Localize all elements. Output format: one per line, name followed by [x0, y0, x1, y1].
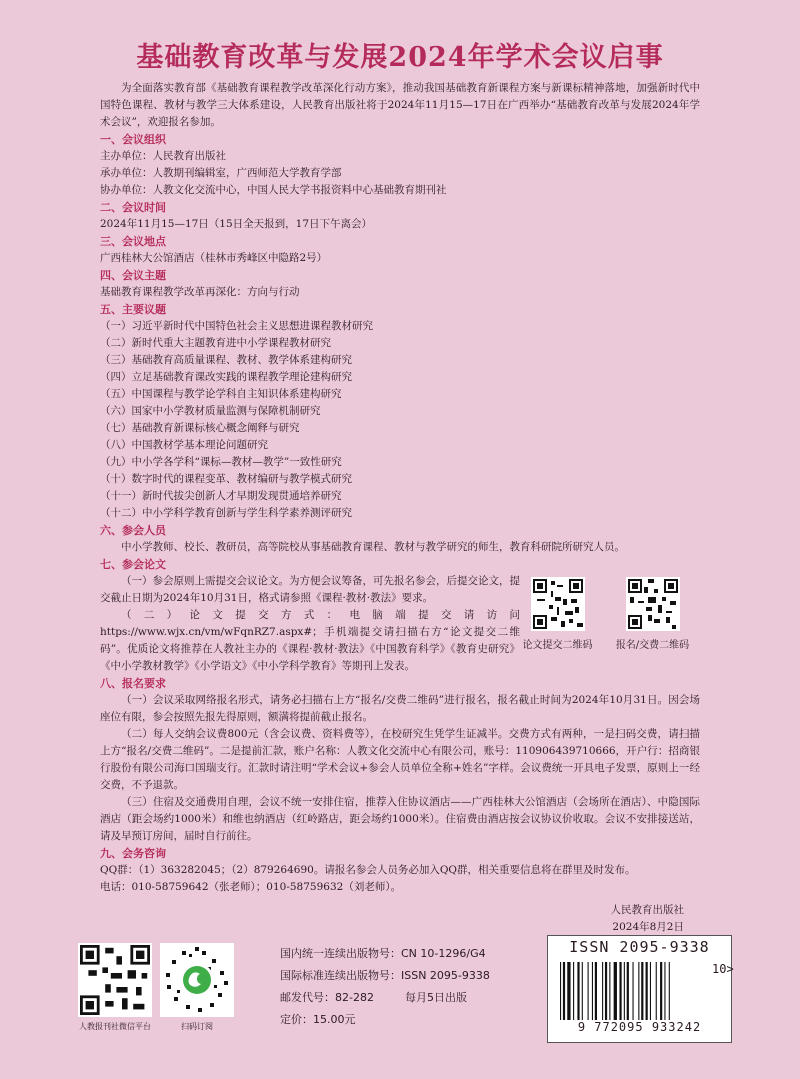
topic-item: （十一）新时代拔尖创新人才早期发现贯通培养研究	[100, 490, 342, 502]
barcode-bar	[624, 962, 625, 1020]
section-heading: 八、报名要求	[100, 677, 166, 690]
wechat-qr-cell	[70, 943, 160, 1032]
issn-barcode	[547, 935, 732, 1043]
qr-code-row	[510, 577, 700, 654]
barcode-bar	[619, 962, 621, 1020]
barcode-bar	[641, 962, 643, 1020]
organizer-line: 承办单位：人教期刊编辑室，广西师范大学教育学部	[100, 167, 342, 179]
paper-submit-qr-code[interactable]	[531, 577, 585, 631]
barcode-bar	[609, 962, 610, 1020]
barcode-bar	[646, 962, 648, 1020]
qr-pattern-icon	[533, 579, 583, 629]
barcode-bar	[660, 962, 662, 1020]
barcode-bar	[627, 962, 629, 1020]
qq-group-text: QQ群：（1）363282045；（2）879264690。请报名参会人员务必加入QQ群，相关重要信息将在群里及时发布。	[100, 864, 636, 876]
coorganizer-line: 协办单位：人教文化交流中心，中国人民大学书报资料中心基础教育期刊社	[100, 184, 447, 196]
paper-block	[100, 573, 700, 675]
topic-item: （四）立足基础教育课改实践的课程教学理论建构研究	[100, 371, 352, 383]
barcode-bar	[563, 962, 565, 1020]
page-title: 基础教育改革与发展2024年学术会议启事	[136, 42, 664, 73]
issn-number: 国际标准连续出版物号：ISSN 2095-9338	[280, 969, 490, 982]
footer	[0, 935, 800, 1079]
topic-item: （一）习近平新时代中国特色社会主义思想进课程教材研究	[100, 320, 373, 332]
publication-info	[280, 943, 490, 1031]
barcode-bar	[595, 962, 597, 1020]
topic-item: （二）新时代重大主题教育进中小学课程教材研究	[100, 337, 331, 349]
signup-payment-qr-code[interactable]	[626, 577, 680, 631]
barcode-bar	[567, 962, 570, 1020]
wechat-qr-label: 人教报刊社微信平台	[79, 1022, 151, 1031]
signup-paragraph-2: （二）每人交纳会议费800元（含会议费、资料费等），在校研究生凭学生证减半。交费方式有两种，一是扫码交费，请扫描上方“报名/交费二维码”。二是提前汇款，账户名称：人教文化交流中心有限公司，账号：110906439710666，开户行：招商银行股份有限公司海口国瑞支行。汇款时请注明“学术会议+参会人员单位全称+姓名”字样。会议费统一开具电子发票，原则上一经交费，不予退款。	[100, 728, 700, 791]
section-heading: 四、会议主题	[100, 269, 166, 282]
barcode-bar	[602, 962, 603, 1020]
barcode-bar	[650, 962, 651, 1020]
signoff-date: 2024年8月2日	[612, 921, 684, 933]
postal-and-frequency	[280, 987, 490, 1009]
wechat-platform-qr-code[interactable]	[78, 943, 152, 1017]
phone-text: 电话：010-58759642（张老师）；010-58759632（刘老师）。	[100, 881, 402, 893]
barcode-bars-icon	[560, 962, 710, 1020]
topic-item: （五）中国课程与教学论学科自主知识体系建构研究	[100, 388, 342, 400]
participants-text: 中小学教师、校长、教研员，高等院校从事基础教育课程、教材与教学研究的师生，教育科研院所研究人员。	[121, 541, 625, 553]
intro-paragraph: 为全面落实教育部《基础教育课程教学改革深化行动方案》，推动我国基础教育新课程方案与新课标精神落地，加强新时代中国特色课程、教材与教学三大体系建设，人民教育出版社将于2024年11月15—17日在广西举办“基础教育改革与发展2024年学术会议”，欢迎报名参加。	[100, 82, 700, 128]
announcement-body	[100, 80, 700, 936]
topic-item: （三）基础教育高质量课程、教材、教学体系建构研究	[100, 354, 352, 366]
section-heading: 二、会议时间	[100, 201, 166, 214]
topic-item: （十二）中小学科学教育创新与学生科学素养测评研究	[100, 507, 352, 519]
signup-paragraph-1: （一）会议采取网络报名形式，请务必扫描右上方“报名/交费二维码”进行报名，报名截止时间为2024年10月31日。因会场座位有限，参会按照先报先得原则，额满将提前截止报名。	[100, 694, 700, 723]
time-text: 2024年11月15—17日（15日全天报到，17日下午离会）	[100, 218, 373, 230]
barcode-bar	[582, 962, 583, 1020]
barcode-bar	[664, 962, 665, 1020]
section-heading: 七、参会论文	[100, 558, 166, 571]
barcode-bar	[605, 962, 607, 1020]
postal-code: 邮发代号：82-282	[280, 991, 374, 1004]
wechat-mini-program-icon	[162, 945, 232, 1015]
section-heading: 三、会议地点	[100, 235, 166, 248]
barcode-bar	[592, 962, 593, 1020]
topic-item: （九）中小学各学科“课标—教材—教学”一致性研究	[100, 456, 342, 468]
barcode-bar	[614, 962, 617, 1020]
qr-pattern-icon	[628, 579, 678, 629]
topic-item: （六）国家中小学教材质量监测与保障机制研究	[100, 405, 321, 417]
section-heading: 五、主要议题	[100, 303, 166, 316]
place-text: 广西桂林大公馆酒店（桂林市秀峰区中隐路2号）	[100, 252, 328, 264]
price: 定价：15.00元	[280, 1013, 356, 1026]
topic-item: （七）基础教育新课标核心概念阐释与研究	[100, 422, 300, 434]
barcode-bar	[588, 962, 589, 1020]
barcode-issn-label: ISSN 2095-9338	[569, 938, 710, 956]
paper-paragraph-2: （二）论文提交方式：电脑端提交请访问 https://www.wjx.cn/vm/wFqnRZ7.aspx#；手机端提交请扫描右方“论文提交二维码”。优质论文将推荐在人教社主办的《课程·教材·教法》《中国教育科学》《教育史研究》《中小学教材教学》《小学语文》《中小学科学教育》等期刊上发表。	[100, 609, 520, 672]
signoff-org: 人民教育出版社	[610, 904, 684, 916]
subscribe-qr-cell	[152, 943, 242, 1032]
barcode-bar	[669, 962, 670, 1020]
paper-qr-label: 论文提交二维码	[522, 640, 593, 651]
signup-paragraph-3: （三）住宿及交通费用自理，会议不统一安排住宿，推荐入住协议酒店——广西桂林大公馆酒店（会场所在酒店）、中隐国际酒店（距会场约1000米）和维也纳酒店（红岭路店，距会场约1000米）。住宿费由酒店按会议协议价收取。会议不安排接送站，请及早预订房间，届时自行前往。	[100, 796, 700, 842]
topic-item: （十）数字时代的课程变革、教材编研与教学模式研究	[100, 473, 352, 485]
qr-pattern-icon	[80, 945, 150, 1015]
barcode-bar	[638, 962, 639, 1020]
topic-item: （八）中国教材学基本理论问题研究	[100, 439, 268, 451]
barcode-addon: 10>	[712, 962, 734, 976]
subscribe-qr-label: 扫码订阅	[181, 1022, 213, 1031]
cn-number: 国内统一连续出版物号：CN 10-1296/G4	[280, 947, 486, 960]
section-heading: 一、会议组织	[100, 133, 166, 146]
barcode-bar	[656, 962, 657, 1020]
publication-frequency: 每月5日出版	[404, 991, 467, 1004]
host-line: 主办单位：人民教育出版社	[100, 150, 226, 162]
topic-list	[100, 318, 700, 522]
barcode-bar	[560, 962, 561, 1020]
paper-paragraph-1: （一）参会原则上需提交会议论文。为方便会议筹备，可先报名参会，后提交论文，提交截止日期为2024年10月31日，格式请参照《课程·教材·教法》要求。	[100, 575, 520, 604]
barcode-bar	[633, 962, 634, 1020]
section-heading: 六、参会人员	[100, 524, 166, 537]
section-heading: 九、会务咨询	[100, 847, 166, 860]
barcode-digits: 9 772095 933242	[577, 1020, 702, 1034]
barcode-bar	[577, 962, 579, 1020]
theme-text: 基础教育课程教学改革再深化：方向与行动	[100, 286, 300, 298]
barcode-bar	[573, 962, 574, 1020]
subscribe-qr-code[interactable]	[160, 943, 234, 1017]
signup-qr-label: 报名/交费二维码	[615, 640, 690, 651]
